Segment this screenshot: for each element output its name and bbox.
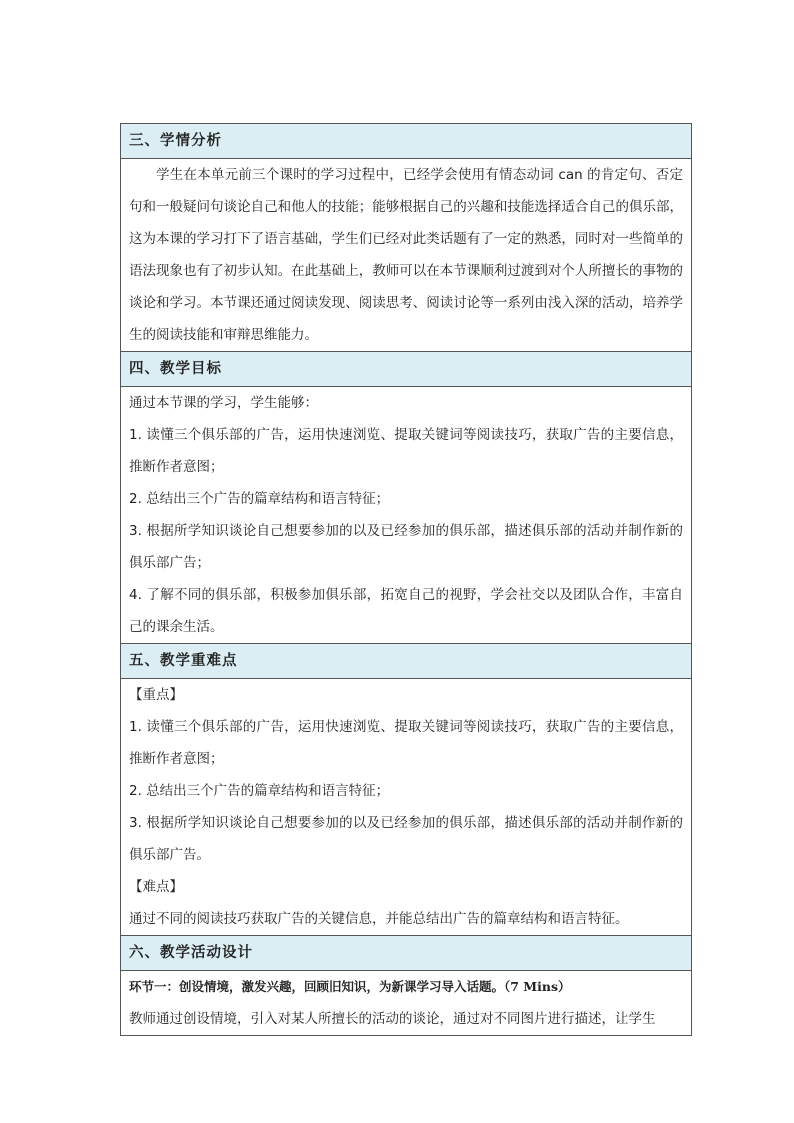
key-point-item: 3. 根据所学知识谈论自己想要参加的以及已经参加的俱乐部，描述俱乐部的活动并制作新的俱乐部广告。 [129, 815, 683, 863]
teaching-objectives-cell [121, 387, 692, 644]
section-heading-teaching-objectives: 四、教学目标 [121, 352, 692, 387]
objective-item: 4. 了解不同的俱乐部，积极参加俱乐部，拓宽自己的视野，学会社交以及团队合作，丰富自己的课余生活。 [129, 587, 683, 635]
difficult-points-label: 【难点】 [129, 879, 183, 895]
difficult-point-text: 通过不同的阅读技巧获取广告的关键信息，并能总结出广告的篇章结构和语言特征。 [129, 911, 629, 927]
learner-analysis-paragraph: 学生在本单元前三个课时的学习过程中，已经学会使用有情态动词 can 的肯定句、否定句和一般疑问句谈论自己和他人的技能；能够根据自己的兴趣和技能选择适合自己的俱乐部，这为本课的学习打下了语言基础，学生们已经对此类话题有了一定的熟悉，同时对一些简单的语法现象也有了初步认知。在此基础上，教师可以在本节课顺利过渡到对个人所擅长的事物的谈论和学习。本节课还通过阅读发现、阅读思考、阅读讨论等一系列由浅入深的活动，培养学生的阅读技能和审辩思维能力。 [129, 167, 683, 343]
document-page [120, 123, 692, 1036]
section-heading-learner-analysis: 三、学情分析 [121, 124, 692, 159]
activity-step-title: 环节一：创设情境，激发兴趣，回顾旧知识，为新课学习导入话题。（7 Mins） [129, 979, 571, 994]
activity-design-cell [121, 971, 692, 1036]
key-point-item: 2. 总结出三个广告的篇章结构和语言特征； [129, 783, 390, 799]
objective-item: 3. 根据所学知识谈论自己想要参加的以及已经参加的俱乐部，描述俱乐部的活动并制作新的俱乐部广告； [129, 523, 683, 571]
key-points-label: 【重点】 [129, 687, 183, 703]
objectives-intro: 通过本节课的学习，学生能够： [129, 395, 318, 411]
key-point-item: 1. 读懂三个俱乐部的广告，运用快速浏览、提取关键词等阅读技巧，获取广告的主要信息，推断作者意图； [129, 719, 683, 767]
section-heading-key-difficult-points: 五、教学重难点 [121, 644, 692, 679]
activity-step-text: 教师通过创设情境，引入对某人所擅长的活动的谈论，通过对不同图片进行描述，让学生 [129, 1011, 656, 1027]
lesson-plan-table [120, 123, 692, 1036]
section-heading-activity-design: 六、教学活动设计 [121, 936, 692, 971]
objective-item: 2. 总结出三个广告的篇章结构和语言特征； [129, 491, 390, 507]
objective-item: 1. 读懂三个俱乐部的广告，运用快速浏览、提取关键词等阅读技巧，获取广告的主要信息，推断作者意图； [129, 427, 683, 475]
learner-analysis-cell [121, 159, 692, 352]
key-difficult-points-cell [121, 679, 692, 936]
